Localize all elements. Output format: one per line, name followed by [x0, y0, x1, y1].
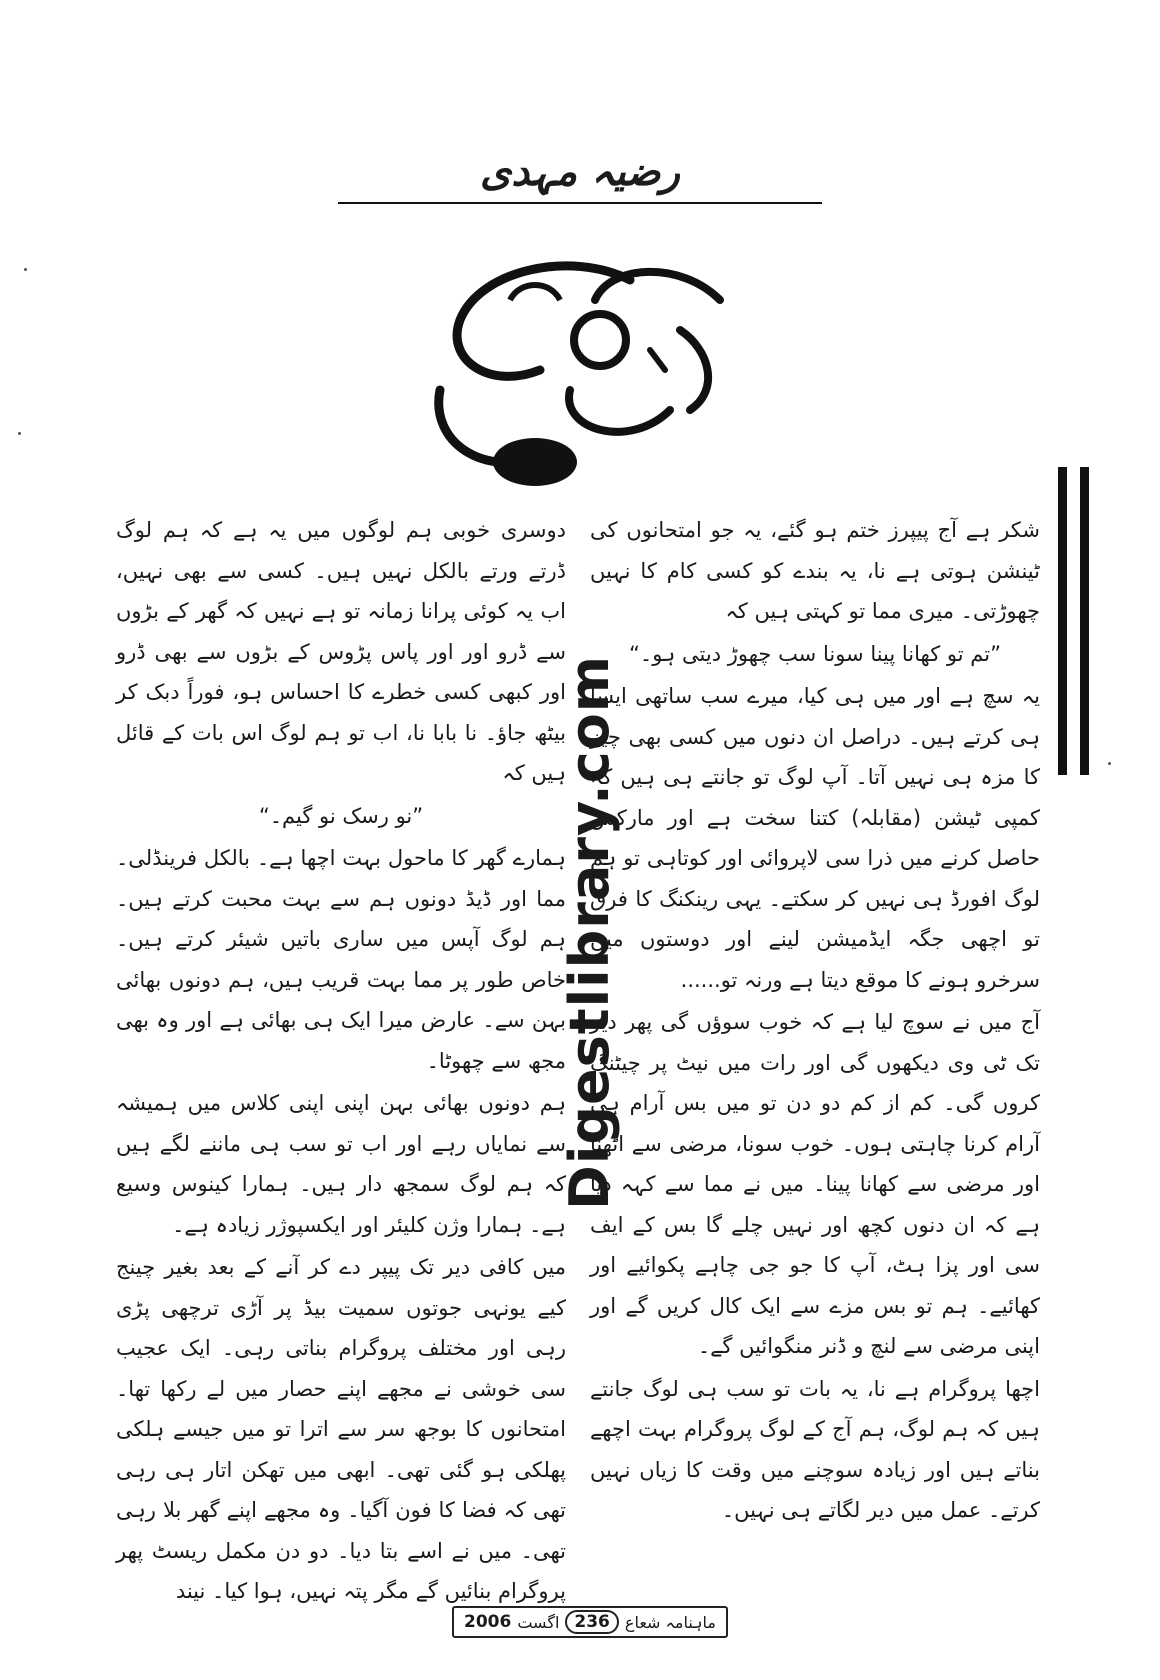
margin-bars	[1058, 467, 1094, 775]
paragraph: اچھا پروگرام ہے نا، یہ بات تو سب ہی لوگ جانتے ہیں کہ ہم لوگ، ہم آج کے لوگ پروگرام بہت اچھے بناتے ہیں اور زیادہ سوچنے میں وقت کا زیاں نہیں کرتے۔ عمل میں دیر لگاتے ہی نہیں۔	[590, 1376, 1040, 1522]
story-title-logo	[420, 240, 740, 490]
page-footer	[452, 1606, 728, 1638]
paragraph: شکر ہے آج پیپرز ختم ہو گئے، یہ جو امتحانوں کی ٹینشن ہوتی ہے نا، یہ بندے کو کسی کام کا نہیں چھوڑتی۔ میری مما تو کہتی ہیں کہ	[590, 518, 1040, 623]
text-column-left	[116, 510, 566, 1603]
paragraph: میں کافی دیر تک پیپر دے کر آنے کے بعد بغیر چینج کیے یونہی جوتوں سمیت بیڈ پر آڑی ترچھی پڑی رہی اور مختلف پروگرام بناتی رہی۔ ایک عجیب سی خوشی نے مجھے اپنے حصار میں لے رکھا تھا۔ امتحانوں کا بوجھ سر سے اترا تو میں جیسے ہلکی پھلکی ہو گئی تھی۔ ابھی میں تھکن اتار ہی رہی تھی کہ فضا کا فون آگیا۔ وہ مجھے اپنے گھر بلا رہی تھی۔ میں نے اسے بتا دیا۔ دو دن مکمل ریسٹ پھر پروگرام بنائیں گے مگر پتہ نہیں، ہوا کیا۔ نیند	[116, 1255, 566, 1603]
paragraph: یہ سچ ہے اور میں ہی کیا، میرے سب ساتھی ایسا ہی کرتے ہیں۔ دراصل ان دنوں میں کسی بھی چیز کا مزہ ہی نہیں آتا۔ آپ لوگ تو جانتے ہی ہیں کہ کمپی ٹیشن (مقابلہ) کتنا سخت ہے اور مارکس حاصل کرنے میں ذرا سی لاپروائی اور کوتاہی تو ہم لوگ افورڈ ہی نہیں کر سکتے۔ یہی رینکنگ کا فرق تو اچھی جگہ ایڈمیشن لینے اور دوستوں میں سرخرو ہونے کا موقع دیتا ہے ورنہ تو......	[590, 684, 1040, 992]
watermark-text: Digestlibrary.com	[558, 654, 621, 1210]
paragraph: آج میں نے سوچ لیا ہے کہ خوب سوؤں گی پھر دیر تک ٹی وی دیکھوں گی اور رات میں نیٹ پر چیٹنگ کروں گی۔ کم از کم دو دن تو میں بس آرام ہی آرام کرنا چاہتی ہوں۔ خوب سونا، مرضی سے اٹھنا اور مرضی سے کھانا پینا۔ میں نے مما سے کہہ دیا ہے کہ ان دنوں کچھ اور نہیں چلے گا بس کے ایف سی اور پزا ہٹ، آپ کا جو جی چاہے پکوائیے اور کھائیے۔ ہم تو بس مزے سے ایک کال کریں گے اور اپنی مرضی سے لنچ و ڈنر منگوائیں گے۔	[590, 1010, 1040, 1358]
issue-month: اگست	[517, 1612, 560, 1632]
author-name: رضیہ مہدی	[480, 148, 680, 195]
quote: ”تم تو کھانا پینا سونا سب چھوڑ دیتی ہو۔“	[629, 641, 1001, 666]
text-column-right	[590, 510, 1040, 1570]
magazine-name: ماہنامہ شعاع	[624, 1612, 716, 1632]
header-rule	[338, 202, 822, 204]
issue-year: 2006	[464, 1612, 512, 1632]
scan-speck	[18, 432, 21, 435]
paragraph: دوسری خوبی ہم لوگوں میں یہ ہے کہ ہم لوگ ڈرتے ورتے بالکل نہیں ہیں۔ کسی سے بھی نہیں، اب یہ کوئی پرانا زمانہ تو ہے نہیں کہ گھر کے بڑوں سے ڈرو اور اور پاس پڑوس کے بڑوں سے بھی ڈرو اور کبھی کسی خطرے کا احساس ہو، فوراً دبک کر بیٹھ جاؤ۔ نا بابا نا، اب تو ہم لوگ اس بات کے قائل ہیں کہ	[116, 518, 566, 785]
quote: ”نو رسک نو گیم۔“	[258, 803, 424, 828]
scan-speck	[24, 268, 27, 271]
paragraph: ہم دونوں بھائی بہن اپنی اپنی کلاس میں ہمیشہ سے نمایاں رہے اور اب تو سب ہی ماننے لگے ہیں کہ ہم لوگ سمجھ دار ہیں۔ ہمارا کینوس وسیع ہے۔ ہمارا وژن کلیئر اور ایکسپوژر زیادہ ہے۔	[116, 1091, 566, 1237]
scan-speck	[1108, 762, 1111, 765]
paragraph: ہمارے گھر کا ماحول بہت اچھا ہے۔ بالکل فرینڈلی۔ مما اور ڈیڈ دونوں ہم سے بہت محبت کرتے ہیں۔ ہم لوگ آپس میں ساری باتیں شیئر کرتے ہیں۔ خاص طور پر مما بہت قریب ہیں، ہم دونوں بھائی بہن سے۔ عارض میرا ایک ہی بھائی ہے اور وہ بھی مجھ سے چھوٹا۔	[116, 846, 566, 1073]
page-number: 236	[565, 1610, 619, 1634]
